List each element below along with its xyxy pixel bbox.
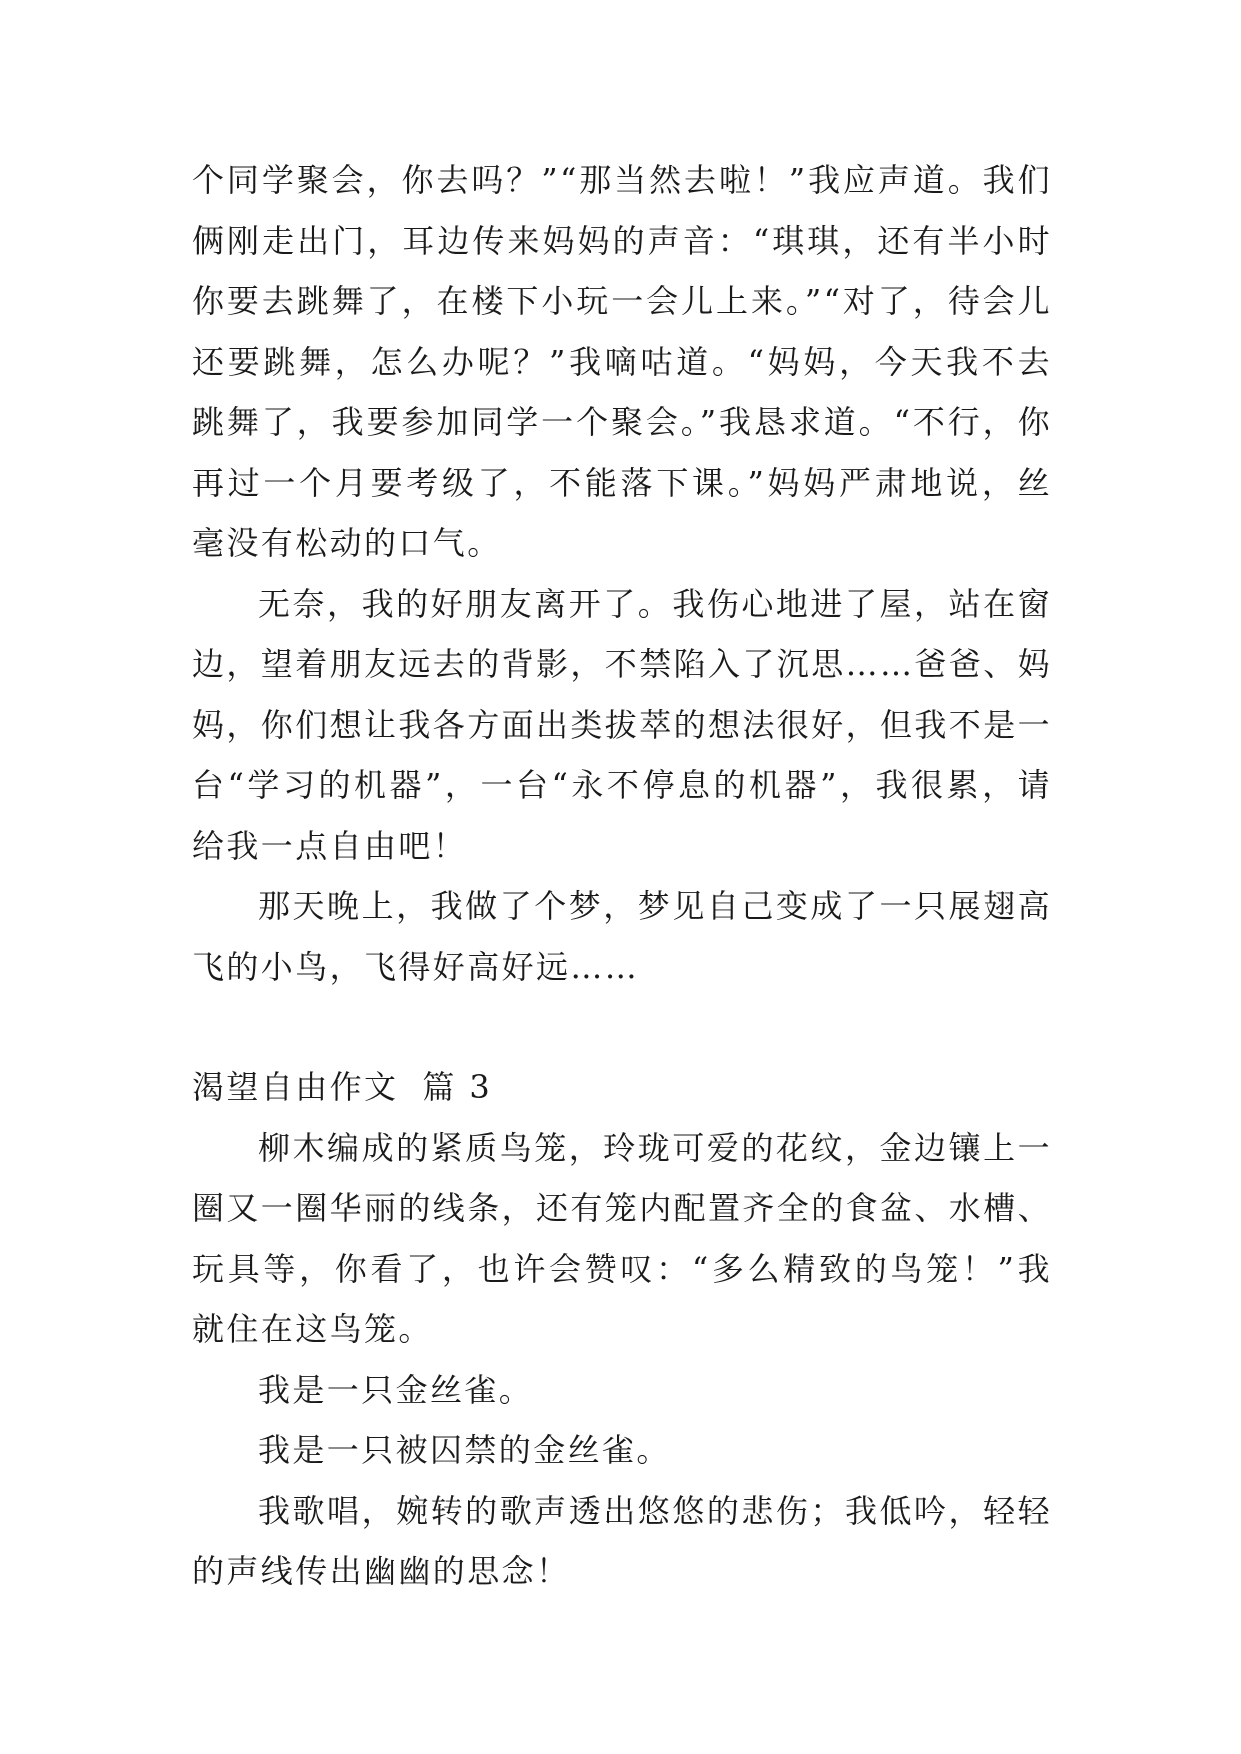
paragraph-2: 无奈，我的好朋友离开了。我伤心地进了屋，站在窗边，望着朋友远去的背影，不禁陷入了沉思……爸爸、妈妈，你们想让我各方面出类拔萃的想法很好，但我不是一台“学习的机器”，一台“永不停息的机器”，我很累，请给我一点自由吧！	[192, 584, 1053, 865]
paragraph-1: 个同学聚会，你去吗？”“那当然去啦！”我应声道。我们俩刚走出门，耳边传来妈妈的声音：“琪琪，还有半小时你要去跳舞了，在楼下小玩一会儿上来。”“对了，待会儿还要跳舞，怎么办呢？”我嘀咕道。“妈妈，今天我不去跳舞了，我要参加同学一个聚会。”我恳求道。“不行，你再过一个月要考级了，不能落下课。”妈妈严肃地说，丝毫没有松动的口气。	[192, 161, 1052, 562]
paragraph-7: 我歌唱，婉转的歌声透出悠悠的悲伤；我低吟，轻轻的声线传出幽幽的思念！	[192, 1491, 1052, 1590]
paragraph-3: 那天晚上，我做了个梦，梦见自己变成了一只展翅高飞的小鸟，飞得好高好远……	[192, 887, 1052, 986]
paragraph-4: 柳木编成的紧质鸟笼，玲珑可爱的花纹，金边镶上一圈又一圈华丽的线条，还有笼内配置齐全的食盆、水槽、玩具等，你看了，也许会赞叹：“多么精致的鸟笼！”我就住在这鸟笼。	[192, 1128, 1053, 1348]
paragraph-6: 我是一只被囚禁的金丝雀。	[258, 1431, 671, 1469]
section-heading-label: 篇 3	[422, 1068, 493, 1106]
document-page	[192, 150, 1052, 1602]
section-spacer	[192, 997, 1052, 1057]
paragraph-5: 我是一只金丝雀。	[258, 1370, 534, 1409]
section-heading-title: 渴望自由作文	[192, 1068, 399, 1106]
section-heading	[192, 1057, 1052, 1118]
